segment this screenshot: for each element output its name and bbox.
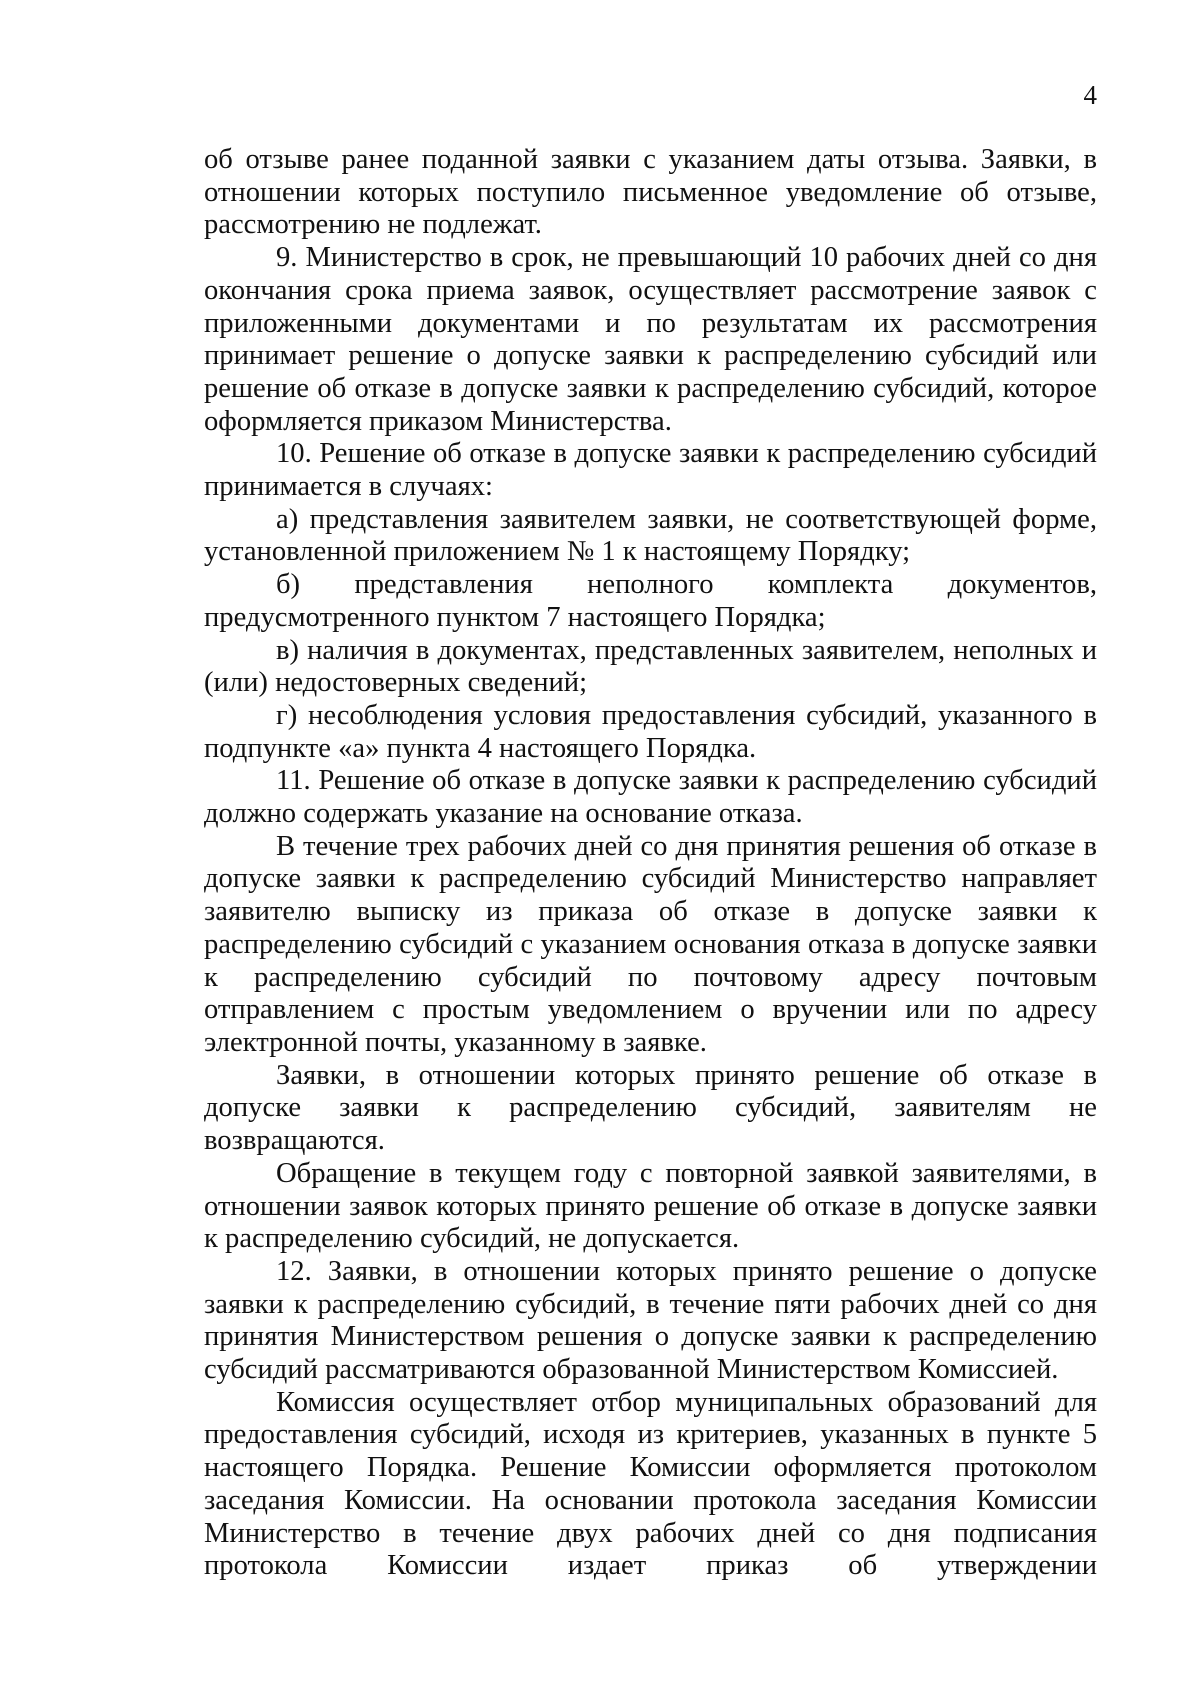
paragraph-item-9: 9. Министерство в срок, не превышающий 10 рабочих дней со дня окончания срока приема заявок, осуществляет рассмотрение заявок с приложенными документами и по результатам их рассмотрения принимает решение о допуске заявки к распределению субсидий или решение об отказе в допуске заявки к распределению субсидий, которое оформляется приказом Министерства. bbox=[204, 242, 1097, 437]
paragraph-item-10: 10. Решение об отказе в допуске заявки к распределению субсидий принимается в случаях: bbox=[204, 438, 1097, 503]
paragraph-item-10-g: г) несоблюдения условия предоставления субсидий, указанного в подпункте «а» пункта 4 настоящего Порядка. bbox=[204, 699, 1097, 764]
paragraph-item-10-b: б) представления неполного комплекта документов, предусмотренного пунктом 7 настоящего Порядка; bbox=[204, 569, 1097, 633]
paragraph-refusal-notice: В течение трех рабочих дней со дня принятия решения об отказе в допуске заявки к распределению субсидий Министерство направляет заявителю выписку из приказа об отказе в допуске заявки к распределению субсидий с указанием основания отказа в допуске заявки к распределению субсидий по почтовому адресу почтовым отправлением с простым уведомлением о вручении или по адресу электронной почты, указанному в заявке. bbox=[204, 830, 1097, 1058]
paragraph-commission-selection: Комиссия осуществляет отбор муниципальных образований для предоставления субсидий, исходя из критериев, указанных в пункте 5 настоящего Порядка. Решение Комиссии оформляется протоколом заседания Комиссии. На основании протокола заседания Комиссии Министерство в течение двух рабочих дней со дня подписания протокола Комиссии издает приказ об утверждении bbox=[204, 1386, 1097, 1582]
paragraph-applications-not-returned: Заявки, в отношении которых принято решение об отказе в допуске заявки к распределению субсидий, заявителям не возвращаются. bbox=[204, 1059, 1097, 1157]
paragraph-application-withdrawal-continuation: об отзыве ранее поданной заявки с указанием даты отзыва. Заявки, в отношении которых поступило письменное уведомление об отзыве, рассмотрению не подлежат. bbox=[204, 144, 1097, 241]
paragraph-item-10-a: а) представления заявителем заявки, не соответствующей форме, установленной приложением № 1 к настоящему Порядку; bbox=[204, 503, 1097, 568]
document-body bbox=[204, 144, 1097, 1583]
paragraph-item-10-v: в) наличия в документах, представленных заявителем, неполных и (или) недостоверных сведений; bbox=[204, 634, 1097, 699]
paragraph-item-12: 12. Заявки, в отношении которых принято решение о допуске заявки к распределению субсидий, в течение пяти рабочих дней со дня принятия Министерством решения о допуске заявки к распределению субсидий рассматриваются образованной Министерством Комиссией. bbox=[204, 1255, 1097, 1386]
page-number: 4 bbox=[1083, 80, 1097, 110]
paragraph-repeat-application: Обращение в текущем году с повторной заявкой заявителями, в отношении заявок которых принято решение об отказе в допуске заявки к распределению субсидий, не допускается. bbox=[204, 1157, 1097, 1255]
paragraph-item-11: 11. Решение об отказе в допуске заявки к распределению субсидий должно содержать указание на основание отказа. bbox=[204, 765, 1097, 830]
